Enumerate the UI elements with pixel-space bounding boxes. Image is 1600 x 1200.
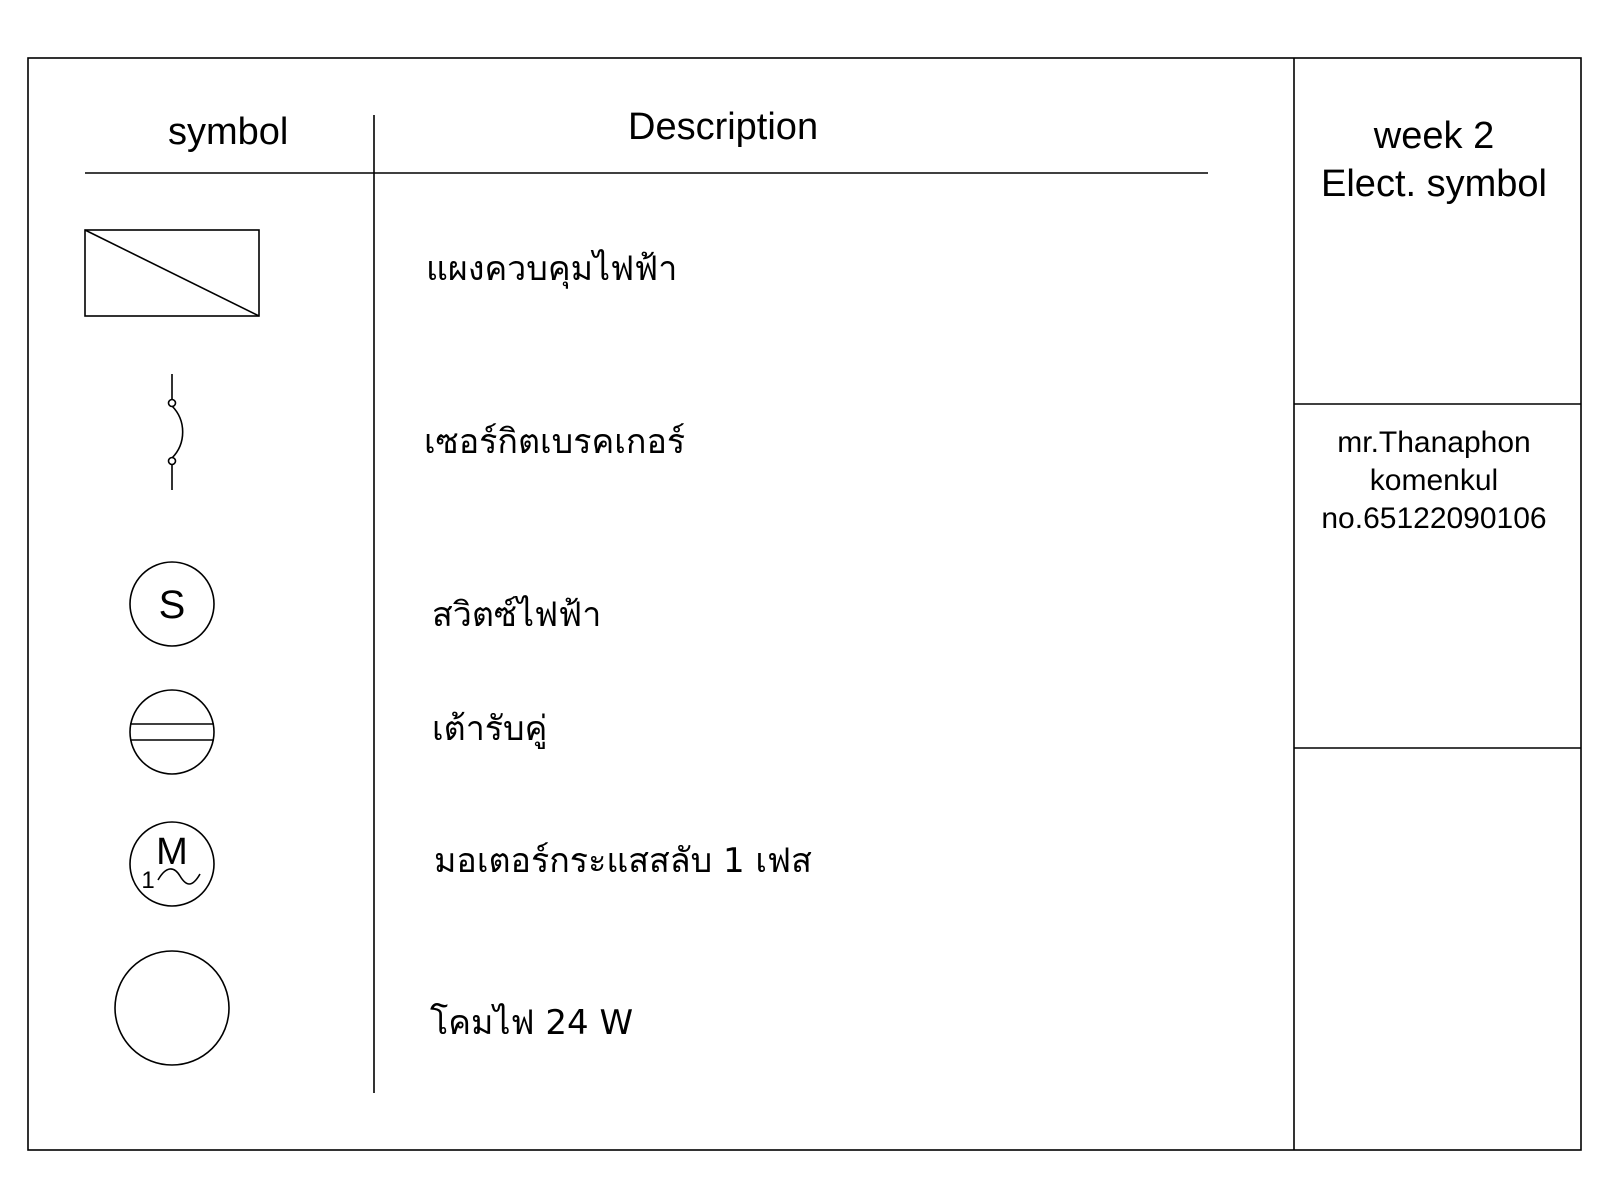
duplex-receptacle-icon [130,690,214,774]
circuit-breaker-description: เซอร์กิตเบรคเกอร์ [424,422,686,462]
panel-board-description: แผงควบคุมไฟฟ้า [426,249,678,289]
lamp-description: โคมไฟ 24 W [430,1003,634,1043]
week-label: week 2 [1373,115,1495,157]
motor-phase-number: 1 [141,867,155,894]
title-block-author [1290,424,1578,538]
switch-description: สวิตซ์ไฟฟ้า [432,595,602,635]
lamp-icon [115,951,229,1065]
switch-symbol-letter: S [158,583,186,627]
ac-motor-description: มอเตอร์กระแสสลับ 1 เฟส [434,841,812,881]
title-block-heading [1290,112,1578,208]
duplex-receptacle-description: เต้ารับคู่ [432,709,548,749]
motor-symbol-letter: M [156,831,188,873]
symbol-column-header: symbol [168,111,289,153]
student-number: no.65122090106 [1321,502,1547,535]
circuit-breaker-icon [169,374,183,490]
panel-board-icon [85,230,259,316]
description-column-header: Description [628,106,819,148]
author-last-name: komenkul [1369,464,1499,497]
outer-frame [28,58,1581,1150]
author-first-name: mr.Thanaphon [1337,426,1531,459]
subject-label: Elect. symbol [1321,163,1547,205]
